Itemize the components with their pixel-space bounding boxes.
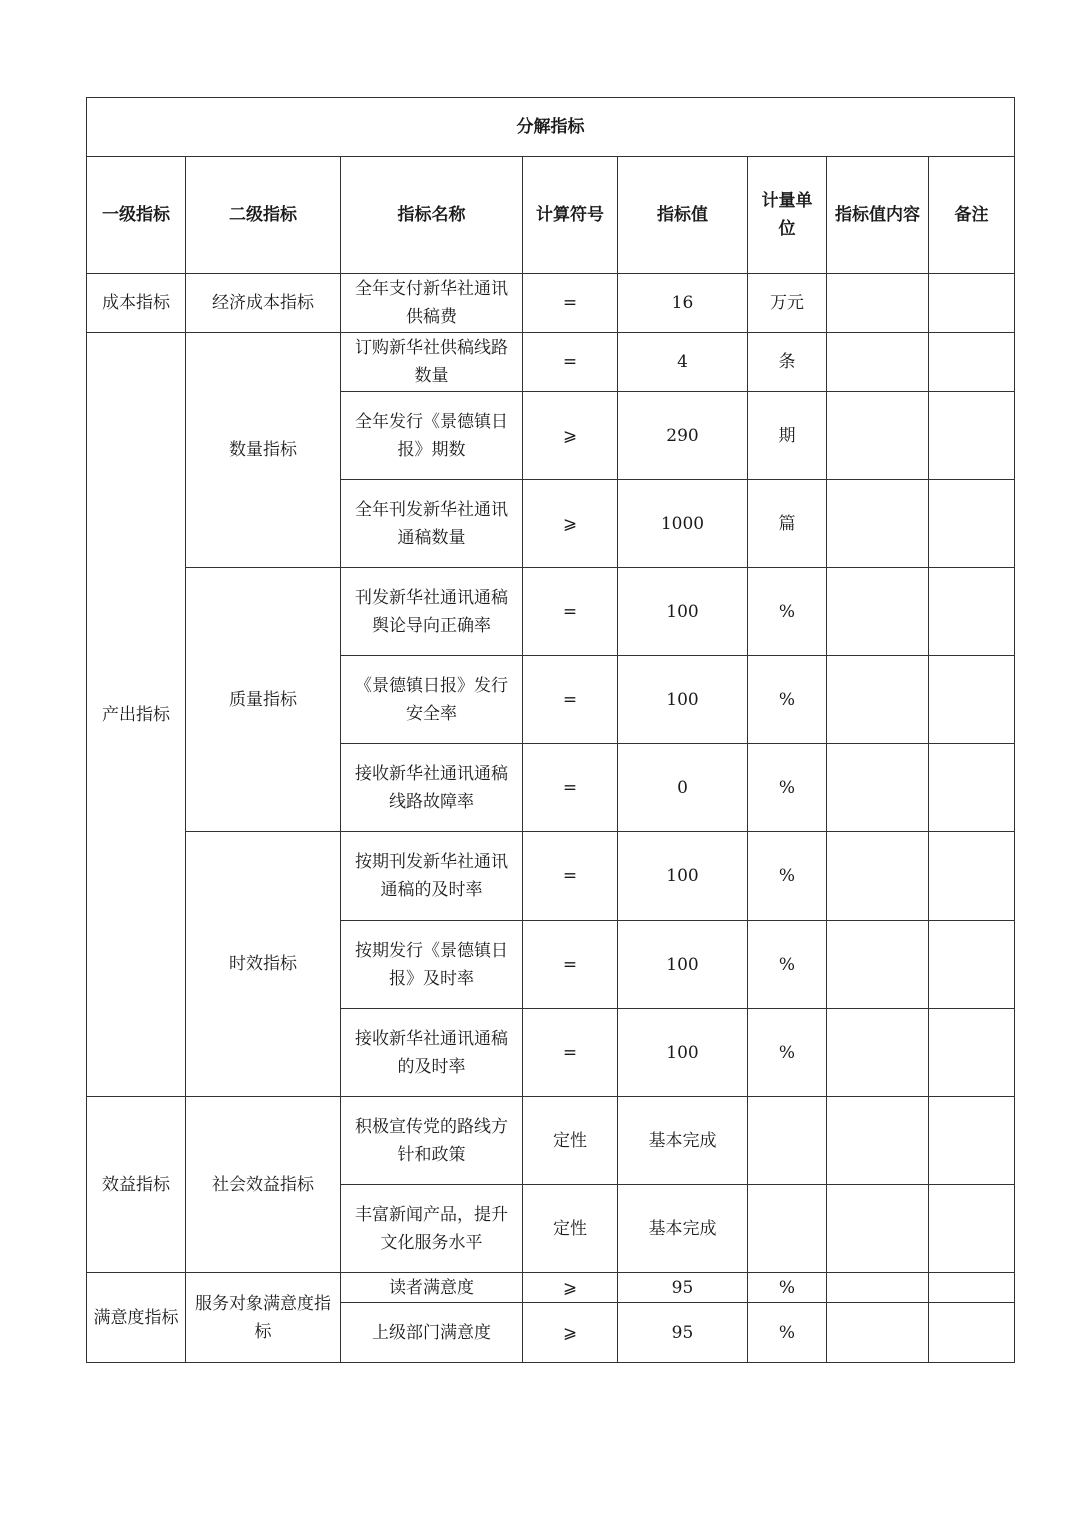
- indicator-content: [827, 744, 929, 832]
- indicator-note: [929, 568, 1015, 656]
- header-level2: 二级指标: [186, 157, 341, 274]
- indicator-content: [827, 1097, 929, 1185]
- indicator-value: 95: [618, 1273, 748, 1303]
- group-satisfaction: 满意度指标: [87, 1273, 186, 1363]
- indicator-symbol: ⩾: [523, 1273, 618, 1303]
- indicator-value: 100: [618, 921, 748, 1009]
- indicator-symbol: =: [523, 568, 618, 656]
- indicator-value: 基本完成: [618, 1097, 748, 1185]
- group-cost: 成本指标: [87, 274, 186, 333]
- indicator-content: [827, 480, 929, 568]
- indicator-note: [929, 656, 1015, 744]
- indicator-note: [929, 832, 1015, 921]
- indicator-unit: %: [748, 1009, 827, 1097]
- indicator-unit: 万元: [748, 274, 827, 333]
- indicator-note: [929, 1303, 1015, 1363]
- indicator-note: [929, 744, 1015, 832]
- indicator-content: [827, 274, 929, 333]
- group-output: 产出指标: [87, 333, 186, 1097]
- header-row: [87, 157, 1015, 274]
- indicator-value: 290: [618, 392, 748, 480]
- indicator-unit: %: [748, 1303, 827, 1363]
- indicator-content: [827, 1303, 929, 1363]
- indicator-note: [929, 274, 1015, 333]
- indicator-symbol: =: [523, 333, 618, 392]
- indicator-value: 0: [618, 744, 748, 832]
- indicator-symbol: =: [523, 274, 618, 333]
- title-row: [87, 98, 1015, 157]
- subgroup-quantity: 数量指标: [186, 333, 341, 568]
- indicator-name: 全年刊发新华社通讯通稿数量: [341, 480, 523, 568]
- indicator-symbol: 定性: [523, 1185, 618, 1273]
- indicator-unit: [748, 1097, 827, 1185]
- indicator-unit: 期: [748, 392, 827, 480]
- indicator-table: [86, 97, 1015, 1363]
- indicator-content: [827, 392, 929, 480]
- indicator-unit: 条: [748, 333, 827, 392]
- subgroup-economic-cost: 经济成本指标: [186, 274, 341, 333]
- indicator-content: [827, 921, 929, 1009]
- indicator-note: [929, 1009, 1015, 1097]
- indicator-note: [929, 921, 1015, 1009]
- indicator-value: 1000: [618, 480, 748, 568]
- indicator-symbol: =: [523, 832, 618, 921]
- indicator-note: [929, 1097, 1015, 1185]
- subgroup-social-benefit: 社会效益指标: [186, 1097, 341, 1273]
- indicator-note: [929, 333, 1015, 392]
- indicator-name: 丰富新闻产品，提升文化服务水平: [341, 1185, 523, 1273]
- indicator-name: 上级部门满意度: [341, 1303, 523, 1363]
- indicator-value: 100: [618, 1009, 748, 1097]
- indicator-value: 95: [618, 1303, 748, 1363]
- table-row: [87, 274, 1015, 333]
- subgroup-service-satisfaction: 服务对象满意度指标: [186, 1273, 341, 1363]
- indicator-symbol: 定性: [523, 1097, 618, 1185]
- header-level1: 一级指标: [87, 157, 186, 274]
- indicator-name: 接收新华社通讯通稿线路故障率: [341, 744, 523, 832]
- header-value: 指标值: [618, 157, 748, 274]
- indicator-content: [827, 1273, 929, 1303]
- indicator-name: 订购新华社供稿线路数量: [341, 333, 523, 392]
- indicator-note: [929, 480, 1015, 568]
- indicator-name: 《景德镇日报》发行安全率: [341, 656, 523, 744]
- indicator-name: 接收新华社通讯通稿的及时率: [341, 1009, 523, 1097]
- table-row: [87, 568, 1015, 656]
- indicator-unit: 篇: [748, 480, 827, 568]
- group-benefit: 效益指标: [87, 1097, 186, 1273]
- subgroup-quality: 质量指标: [186, 568, 341, 832]
- indicator-symbol: ⩾: [523, 392, 618, 480]
- indicator-unit: %: [748, 921, 827, 1009]
- table-row: [87, 1097, 1015, 1185]
- indicator-note: [929, 1185, 1015, 1273]
- table-row: [87, 1273, 1015, 1303]
- header-content: 指标值内容: [827, 157, 929, 274]
- indicator-value: 16: [618, 274, 748, 333]
- indicator-symbol: ⩾: [523, 1303, 618, 1363]
- indicator-unit: %: [748, 744, 827, 832]
- indicator-content: [827, 1009, 929, 1097]
- indicator-value: 基本完成: [618, 1185, 748, 1273]
- indicator-symbol: ⩾: [523, 480, 618, 568]
- indicator-name: 按期发行《景德镇日报》及时率: [341, 921, 523, 1009]
- header-symbol: 计算符号: [523, 157, 618, 274]
- header-unit: 计量单位: [748, 157, 827, 274]
- header-note: 备注: [929, 157, 1015, 274]
- subgroup-timeliness: 时效指标: [186, 832, 341, 1097]
- indicator-unit: %: [748, 656, 827, 744]
- table-row: [87, 333, 1015, 392]
- table-title: 分解指标: [87, 98, 1015, 157]
- indicator-name: 全年发行《景德镇日报》期数: [341, 392, 523, 480]
- indicator-content: [827, 656, 929, 744]
- indicator-value: 4: [618, 333, 748, 392]
- indicator-symbol: =: [523, 1009, 618, 1097]
- indicator-unit: [748, 1185, 827, 1273]
- indicator-symbol: =: [523, 744, 618, 832]
- indicator-name: 读者满意度: [341, 1273, 523, 1303]
- indicator-note: [929, 1273, 1015, 1303]
- indicator-content: [827, 333, 929, 392]
- indicator-unit: %: [748, 832, 827, 921]
- indicator-content: [827, 832, 929, 921]
- indicator-name: 刊发新华社通讯通稿舆论导向正确率: [341, 568, 523, 656]
- indicator-content: [827, 1185, 929, 1273]
- indicator-unit: %: [748, 568, 827, 656]
- indicator-content: [827, 568, 929, 656]
- indicator-name: 全年支付新华社通讯供稿费: [341, 274, 523, 333]
- indicator-value: 100: [618, 832, 748, 921]
- indicator-symbol: =: [523, 921, 618, 1009]
- indicator-name: 按期刊发新华社通讯通稿的及时率: [341, 832, 523, 921]
- indicator-value: 100: [618, 656, 748, 744]
- indicator-symbol: =: [523, 656, 618, 744]
- indicator-unit: %: [748, 1273, 827, 1303]
- table-row: [87, 832, 1015, 921]
- indicator-value: 100: [618, 568, 748, 656]
- indicator-note: [929, 392, 1015, 480]
- header-name: 指标名称: [341, 157, 523, 274]
- indicator-name: 积极宣传党的路线方针和政策: [341, 1097, 523, 1185]
